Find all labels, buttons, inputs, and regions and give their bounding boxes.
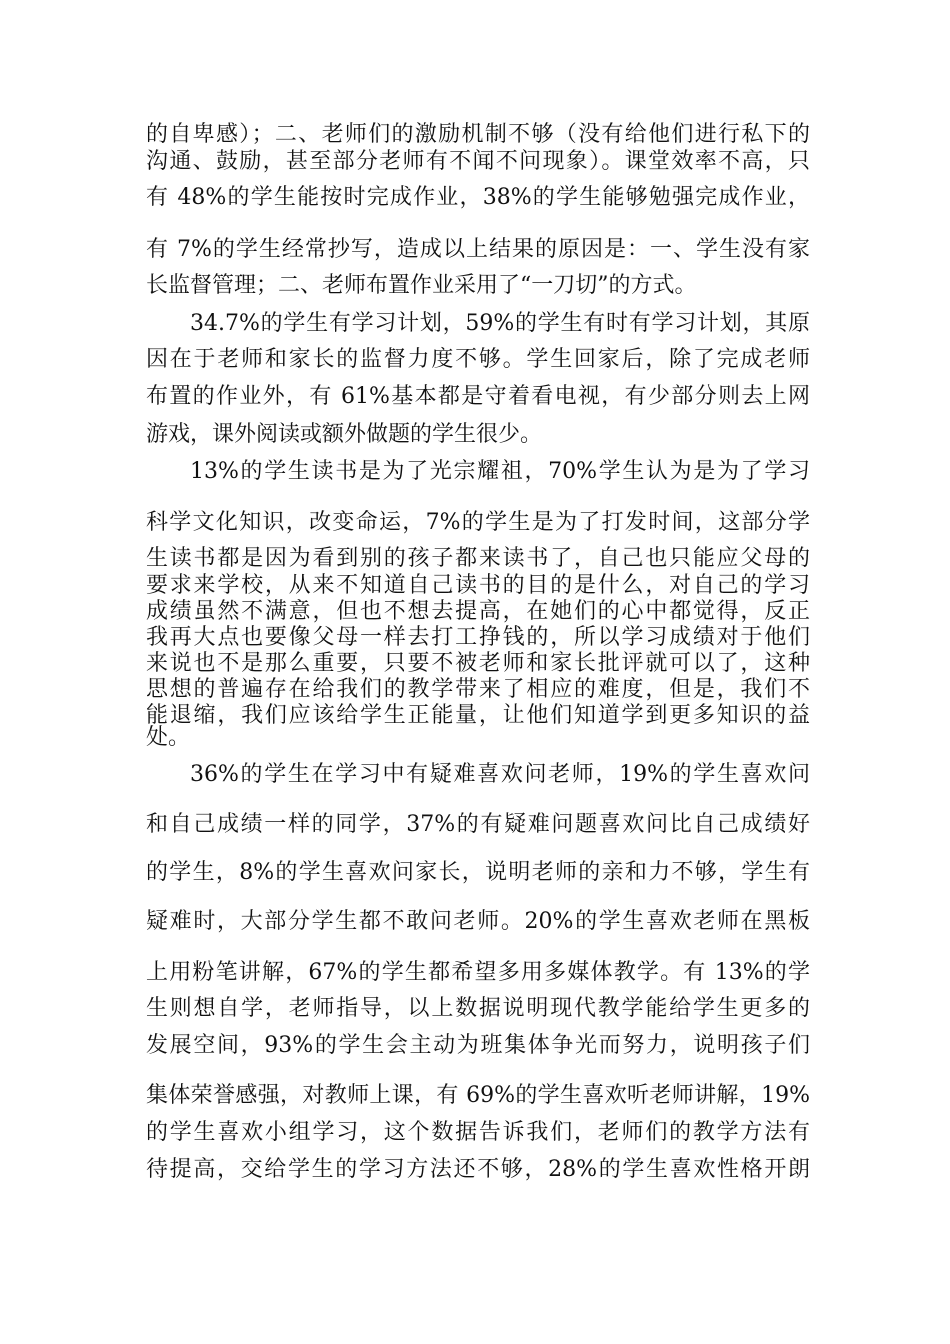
text-line: 的学生，8%的学生喜欢问家长，说明老师的亲和力不够，学生有 [146, 860, 810, 885]
text-line: 疑难时，大部分学生都不敢问老师。20%的学生喜欢老师在黑板 [146, 909, 810, 934]
text-line: 来说也不是那么重要，只要不被老师和家长批评就可以了，这种 [146, 651, 810, 676]
paragraph-first-line: 34.7%的学生有学习计划，59%的学生有时有学习计划，其原 [190, 311, 810, 336]
text-line: 上用粉笔讲解，67%的学生都希望多用多媒体教学。有 13%的学 [146, 960, 810, 985]
text-line: 因在于老师和家长的监督力度不够。学生回家后，除了完成老师 [146, 347, 810, 372]
text-line: 的学生喜欢小组学习，这个数据告诉我们，老师们的教学方法有 [146, 1120, 810, 1145]
text-line: 能退缩，我们应该给学生正能量，让他们知道学到更多知识的益 [146, 703, 810, 728]
text-line: 我再大点也要像父母一样去打工挣钱的，所以学习成绩对于他们 [146, 625, 810, 650]
text-line: 有 48%的学生能按时完成作业，38%的学生能够勉强完成作业， [146, 185, 810, 210]
text-line: 集体荣誉感强，对教师上课，有 69%的学生喜欢听老师讲解，19% [146, 1083, 810, 1108]
text-line: 和自己成绩一样的同学，37%的有疑难问题喜欢问比自己成绩好 [146, 812, 810, 837]
text-line: 游戏，课外阅读或额外做题的学生很少。 [146, 422, 543, 447]
text-line: 思想的普遍存在给我们的教学带来了相应的难度，但是，我们不 [146, 677, 810, 702]
paragraph-first-line: 36%的学生在学习中有疑难喜欢问老师，19%的学生喜欢问 [190, 762, 810, 787]
text-line: 布置的作业外，有 61%基本都是守着看电视，有少部分则去上网 [146, 384, 810, 409]
text-line: 发展空间，93%的学生会主动为班集体争光而努力，说明孩子们 [146, 1033, 810, 1058]
text-line: 生读书都是因为看到别的孩子都来读书了，自己也只能应父母的 [146, 546, 810, 571]
text-line: 的自卑感）；二、老师们的激励机制不够（没有给他们进行私下的 [146, 122, 810, 147]
text-line: 科学文化知识，改变命运，7%的学生是为了打发时间，这部分学 [146, 510, 810, 535]
text-line: 长监督管理；二、老师布置作业采用了“一刀切”的方式。 [146, 273, 697, 298]
text-line: 生则想自学，老师指导，以上数据说明现代教学能给学生更多的 [146, 996, 810, 1021]
text-line: 有 7%的学生经常抄写，造成以上结果的原因是：一、学生没有家 [146, 237, 810, 262]
paragraph-first-line: 13%的学生读书是为了光宗耀祖，70%学生认为是为了学习 [190, 459, 810, 484]
text-line: 待提高，交给学生的学习方法还不够，28%的学生喜欢性格开朗 [146, 1157, 810, 1182]
text-line: 处。 [146, 725, 191, 750]
text-line: 沟通、鼓励，甚至部分老师有不闻不问现象）。课堂效率不高，只 [146, 149, 810, 174]
text-line: 成绩虽然不满意，但也不想去提高，在她们的心中都觉得，反正 [146, 599, 810, 624]
text-line: 要求来学校，从来不知道自己读书的目的是什么，对自己的学习 [146, 573, 810, 598]
